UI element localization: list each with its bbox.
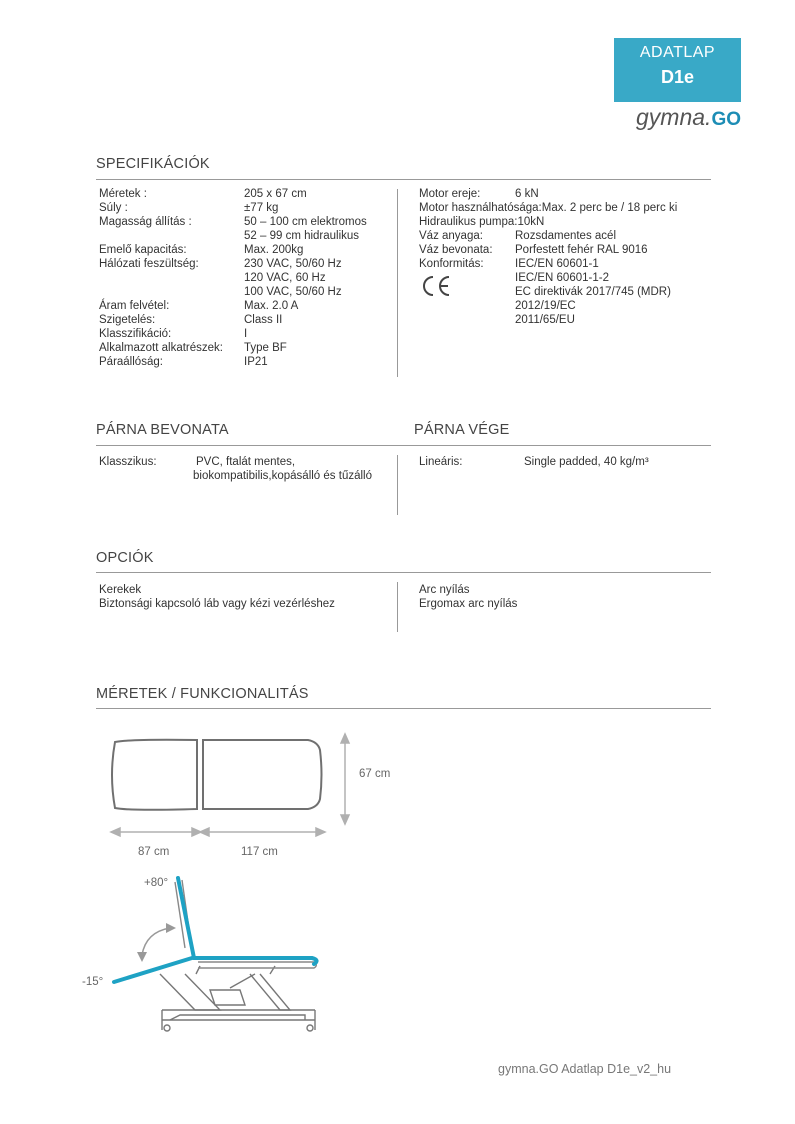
spec-row xyxy=(99,215,367,229)
options-title: OPCIÓK xyxy=(96,550,154,566)
spec-label: Magasság állítás : xyxy=(99,216,192,228)
options-divider xyxy=(96,572,711,573)
option-item: Arc nyílás xyxy=(419,584,470,596)
head-length-label: 87 cm xyxy=(138,846,170,858)
angle-down-label: -15° xyxy=(82,976,104,988)
spec-value: 2012/19/EC xyxy=(515,300,576,312)
brand-logo xyxy=(614,104,741,131)
spec-value: 50 – 100 cm elektromos xyxy=(244,216,367,228)
spec-value: Porfestett fehér RAL 9016 xyxy=(515,244,648,256)
cushion-cover-label: Klasszikus: xyxy=(99,456,157,468)
ce-mark xyxy=(420,274,452,303)
spec-right-list xyxy=(419,187,677,327)
cushion-end-value: Single padded, 40 kg/m³ xyxy=(524,456,649,468)
table-side-view xyxy=(100,870,340,1045)
spec-row xyxy=(419,229,677,243)
badge-title: ADATLAP xyxy=(639,44,716,61)
spec-value: Class II xyxy=(244,314,283,326)
spec-value: 10kN xyxy=(517,216,545,228)
spec-value: IEC/EN 60601-1-2 xyxy=(515,272,609,284)
spec-row xyxy=(99,243,367,257)
spec-label: Konformitás: xyxy=(419,258,484,270)
spec-label xyxy=(99,285,244,299)
spec-row xyxy=(99,271,367,285)
cushion-cover-title: PÁRNA BEVONATA xyxy=(96,422,229,438)
spec-title: SPECIFIKÁCIÓK xyxy=(96,156,210,172)
spec-row xyxy=(99,313,367,327)
option-item: Biztonsági kapcsoló láb vagy kézi vezérléshez xyxy=(99,598,335,610)
spec-label: Súly : xyxy=(99,202,128,214)
spec-row xyxy=(419,215,677,229)
spec-column-divider xyxy=(397,189,398,377)
spec-value: EC direktivák 2017/745 (MDR) xyxy=(515,286,671,298)
spec-row xyxy=(99,341,367,355)
spec-value: 120 VAC, 60 Hz xyxy=(244,272,326,284)
width-label: 67 cm xyxy=(359,768,391,780)
cushion-divider xyxy=(96,445,711,446)
cushion-end-label: Lineáris: xyxy=(419,456,463,468)
spec-row xyxy=(419,257,677,271)
spec-value: 100 VAC, 50/60 Hz xyxy=(244,286,342,298)
spec-row xyxy=(99,299,367,313)
spec-value: Max. 2.0 A xyxy=(244,300,299,312)
dimensions-divider xyxy=(96,708,711,709)
dimensions-title: MÉRETEK / FUNKCIONALITÁS xyxy=(96,686,309,702)
spec-row xyxy=(99,257,367,271)
spec-value: 230 VAC, 50/60 Hz xyxy=(244,258,342,270)
spec-value: 205 x 67 cm xyxy=(244,188,307,200)
spec-label: Motor ereje: xyxy=(419,188,481,200)
spec-row xyxy=(419,201,677,215)
cushion-end-title: PÁRNA VÉGE xyxy=(414,422,510,438)
spec-label xyxy=(99,271,244,285)
spec-value: Max. 2 perc be / 18 perc ki xyxy=(541,202,678,214)
badge-model: D1e xyxy=(660,67,695,87)
spec-row xyxy=(99,229,367,243)
spec-value: Max. 200kg xyxy=(244,244,304,256)
spec-value: 2011/65/EU xyxy=(515,314,575,326)
spec-row xyxy=(419,285,677,299)
spec-row xyxy=(99,355,367,369)
spec-row xyxy=(419,243,677,257)
spec-label: Hálózati feszültség: xyxy=(99,258,199,270)
spec-value: IEC/EN 60601-1 xyxy=(515,258,599,270)
spec-label: Klasszifikáció: xyxy=(99,328,172,340)
spec-label: Méretek : xyxy=(99,188,147,200)
spec-label: Váz anyaga: xyxy=(419,230,483,242)
body-length-label: 117 cm xyxy=(241,846,278,858)
cushion-column-divider xyxy=(397,455,398,515)
spec-row xyxy=(419,313,677,327)
spec-value: Rozsdamentes acél xyxy=(515,230,616,242)
spec-label xyxy=(419,313,515,327)
table-top-view xyxy=(100,725,370,845)
cushion-cover-value-2: biokompatibilis,kopásálló és tűzálló xyxy=(193,470,372,482)
spec-value: I xyxy=(244,328,248,340)
spec-left-list xyxy=(99,187,367,369)
spec-value: 6 kN xyxy=(515,188,539,200)
spec-divider xyxy=(96,179,711,180)
spec-label xyxy=(99,229,244,243)
option-item: Kerekek xyxy=(99,584,142,596)
angle-up-label: +80° xyxy=(144,877,169,889)
spec-label: Hidraulikus pumpa: xyxy=(419,216,518,228)
spec-label: Páraállóság: xyxy=(99,356,163,368)
spec-row xyxy=(419,187,677,201)
brand-name: gymna. xyxy=(636,104,712,130)
spec-row xyxy=(99,327,367,341)
spec-row xyxy=(99,187,367,201)
spec-label: Szigetelés: xyxy=(99,314,156,326)
spec-value: Type BF xyxy=(244,342,287,354)
footer-text: gymna.GO Adatlap D1e_v2_hu xyxy=(498,1062,672,1076)
spec-row xyxy=(419,299,677,313)
option-item: Ergomax arc nyílás xyxy=(419,598,518,610)
spec-row xyxy=(419,271,677,285)
cushion-cover-value-1: PVC, ftalát mentes, xyxy=(196,456,296,468)
spec-value: IP21 xyxy=(244,356,268,368)
spec-row xyxy=(99,201,367,215)
spec-value: 52 – 99 cm hidraulikus xyxy=(244,230,360,242)
spec-value: ±77 kg xyxy=(244,202,279,214)
brand-go: GO xyxy=(711,109,741,130)
options-column-divider xyxy=(397,582,398,632)
spec-label: Áram felvétel: xyxy=(99,300,170,312)
document-badge xyxy=(614,38,741,102)
spec-label: Váz bevonata: xyxy=(419,244,493,256)
spec-label: Motor használhatósága: xyxy=(419,202,542,214)
spec-label: Alkalmazott alkatrészek: xyxy=(99,342,223,354)
spec-label: Emelő kapacitás: xyxy=(99,244,187,256)
spec-row xyxy=(99,285,367,299)
